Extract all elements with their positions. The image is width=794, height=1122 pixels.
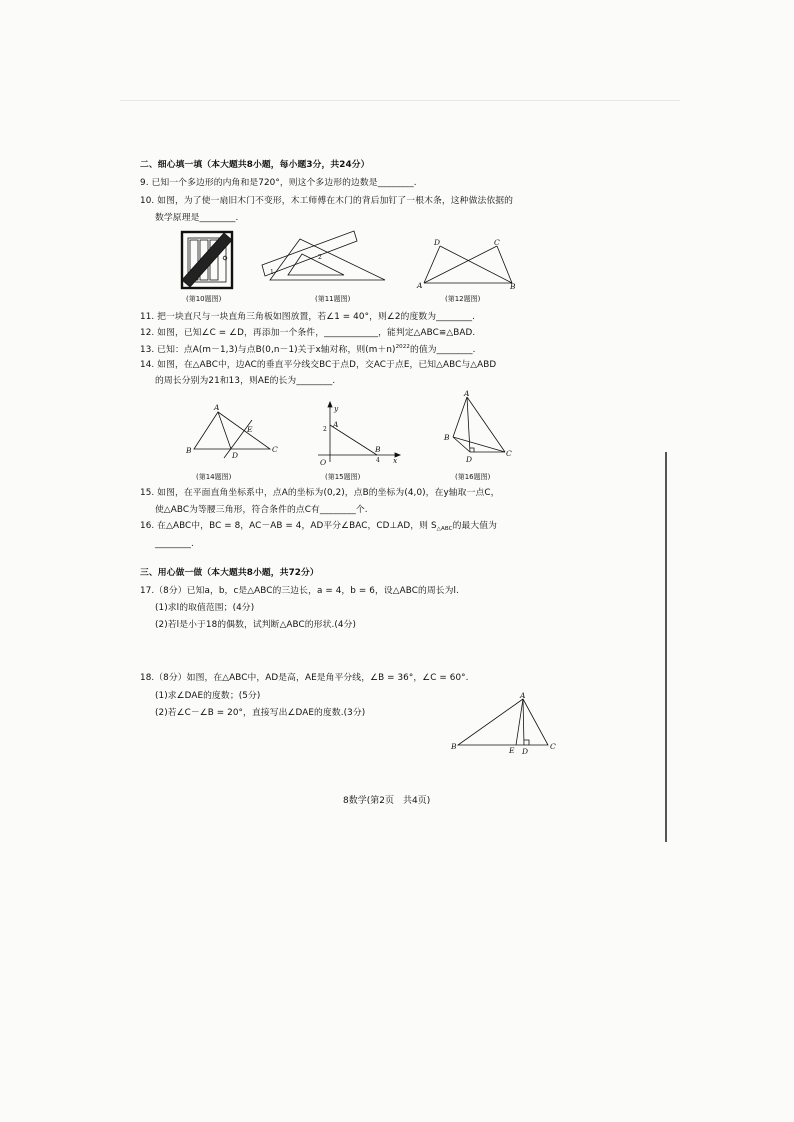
fig16-segment-ac xyxy=(467,397,505,452)
fig15-y-arrow xyxy=(328,402,332,407)
fig18-triangle-abc xyxy=(458,699,548,745)
question-9: 9. 已知一个多边形的内角和是720°，则这个多边形的边数是________. xyxy=(140,178,417,188)
fig14-segment-ad xyxy=(218,412,231,449)
fig11-ruler xyxy=(262,231,357,276)
fig15-label-o: O xyxy=(320,458,327,467)
fig12-label-d: D xyxy=(434,238,441,247)
fig15-coordinate-plane xyxy=(318,402,400,462)
fig16-caption: (第16题图) xyxy=(455,473,491,481)
fig15-segment-ab xyxy=(330,425,377,455)
question-17-stem: 17.（8分）已知a，b，c是△ABC的三边长，a = 4，b = 6，设△ABC的周长为l. xyxy=(140,586,459,596)
question-13-after: 的值为________. xyxy=(409,345,476,355)
fig12-segment-ac xyxy=(424,246,497,283)
fig15-label-x: x xyxy=(393,456,398,465)
fig18-label-e: E xyxy=(509,746,515,755)
fig10-caption: (第10题图) xyxy=(186,295,222,303)
fig16-segment-bc xyxy=(453,437,505,452)
question-16-before: 16. 在△ABC中，BC = 8，AC－AB = 4，AD平分∠BAC，CD⊥AD，则 S xyxy=(140,521,437,531)
question-13-exponent: 2022 xyxy=(395,344,410,350)
fig12-label-c: C xyxy=(494,238,500,247)
fig11-label-angle2: 2 xyxy=(318,254,322,261)
question-18-part1: (1)求∠DAE的度数；(5分) xyxy=(155,691,261,701)
fig18-right-angle-mark xyxy=(524,740,529,745)
fig14-label-a: A xyxy=(214,403,220,412)
fig18-segment-ad xyxy=(523,699,524,745)
question-15-line1: 15. 如图，在平面直角坐标系中，点A的坐标为(0,2)，点B的坐标为(4,0)，在y轴取一点C， xyxy=(140,488,500,498)
question-16-after: 的最大值为 xyxy=(452,521,498,531)
question-12: 12. 如图，已知∠C = ∠D，再添加一个条件，____________，能判定△ABC≌△BAD. xyxy=(140,328,476,338)
fig11-label-angle1: 1 xyxy=(270,269,274,276)
fig16-label-c: C xyxy=(506,449,512,458)
fig12-segment-bd xyxy=(440,246,512,283)
fig15-label-2: 2 xyxy=(323,426,327,433)
fig14-label-d: D xyxy=(232,451,239,460)
fig11-ruler-triangle xyxy=(262,231,385,280)
fig12-quadrilateral xyxy=(424,246,512,283)
question-18-part2: (2)若∠C－∠B = 20°，直接写出∠DAE的度数.(3分) xyxy=(155,708,366,718)
fig12-segment-bc xyxy=(497,246,512,283)
fig16-segment-ab xyxy=(453,397,467,437)
question-14-line2: 的周长分别为21和13，则AE的长为________. xyxy=(155,376,336,386)
question-13-before: 13. 已知：点A(m－1,3)与点B(0,n－1)关于x轴对称，则(m＋n) xyxy=(140,345,396,355)
fig16-label-d: D xyxy=(466,455,473,464)
fig10-door xyxy=(182,232,232,288)
fig16-label-a: A xyxy=(464,389,470,398)
question-11: 11. 把一块直尺与一块直角三角板如图放置，若∠1 = 40°，则∠2的度数为________. xyxy=(140,312,476,322)
question-18-stem: 18.（8分）如图，在△ABC中，AD是高，AE是角平分线，∠B = 36°，∠C = 60°. xyxy=(140,673,469,683)
fig18-label-b: B xyxy=(451,742,457,751)
fig11-triangle xyxy=(270,239,385,280)
fig14-label-b: B xyxy=(186,446,192,455)
fig12-caption: (第12题图) xyxy=(445,295,481,303)
fig12-label-b: B xyxy=(510,282,516,291)
question-16-line2: ________. xyxy=(155,539,194,549)
fig18-label-c: C xyxy=(550,742,556,751)
question-17-part1: (1)求l的取值范围；(4分) xyxy=(155,603,255,613)
question-17-part2: (2)若l是小于18的偶数，试判断△ABC的形状.(4分) xyxy=(155,620,357,630)
fig15-label-b: B xyxy=(375,445,381,454)
fig11-triangle-hole xyxy=(288,254,344,275)
question-10-line1: 10. 如图，为了使一扇旧木门不变形，木工师傅在木门的背后加钉了一根木条，这种做法依据的 xyxy=(140,196,514,206)
fig16-segment-ad xyxy=(467,397,470,452)
page-footer: 8数学(第2页 共4页) xyxy=(343,796,431,806)
fig11-caption: (第11题图) xyxy=(315,295,351,303)
fig16-right-angle-mark xyxy=(470,448,474,452)
fig12-label-a: A xyxy=(417,281,423,290)
fig18-label-d: D xyxy=(522,747,529,756)
question-14-line1: 14. 如图，在△ABC中，边AC的垂直平分线交BC于点D，交AC于点E，已知△ABC与△ABD xyxy=(140,360,497,370)
fig18-triangle xyxy=(458,699,548,745)
fig15-label-y: y xyxy=(334,404,339,413)
section2-heading: 二、细心填一填（本大题共8小题，每小题3分，共24分） xyxy=(140,160,370,170)
fig15-caption: (第15题图) xyxy=(325,473,361,481)
fig14-caption: (第14题图) xyxy=(196,473,232,481)
fig18-label-a: A xyxy=(520,691,526,700)
question-10-line2: 数学原理是________. xyxy=(155,213,239,223)
question-16-subscript: △ABC xyxy=(436,526,453,532)
fig16-triangle xyxy=(453,397,505,452)
fig12-segment-ad xyxy=(424,246,440,283)
fig18-segment-ae xyxy=(516,699,523,745)
fig14-label-c: C xyxy=(272,445,278,454)
fig14-triangle-abc xyxy=(194,412,270,449)
fig14-label-e: E xyxy=(247,425,253,434)
fig15-label-4: 4 xyxy=(376,457,380,464)
section3-heading: 三、用心做一做（本大题共8小题，共72分） xyxy=(140,568,319,578)
fig16-label-b: B xyxy=(444,433,450,442)
fig15-label-a: A xyxy=(333,420,339,429)
question-15-line2: 使△ABC为等腰三角形，符合条件的点C有________个. xyxy=(155,505,368,515)
